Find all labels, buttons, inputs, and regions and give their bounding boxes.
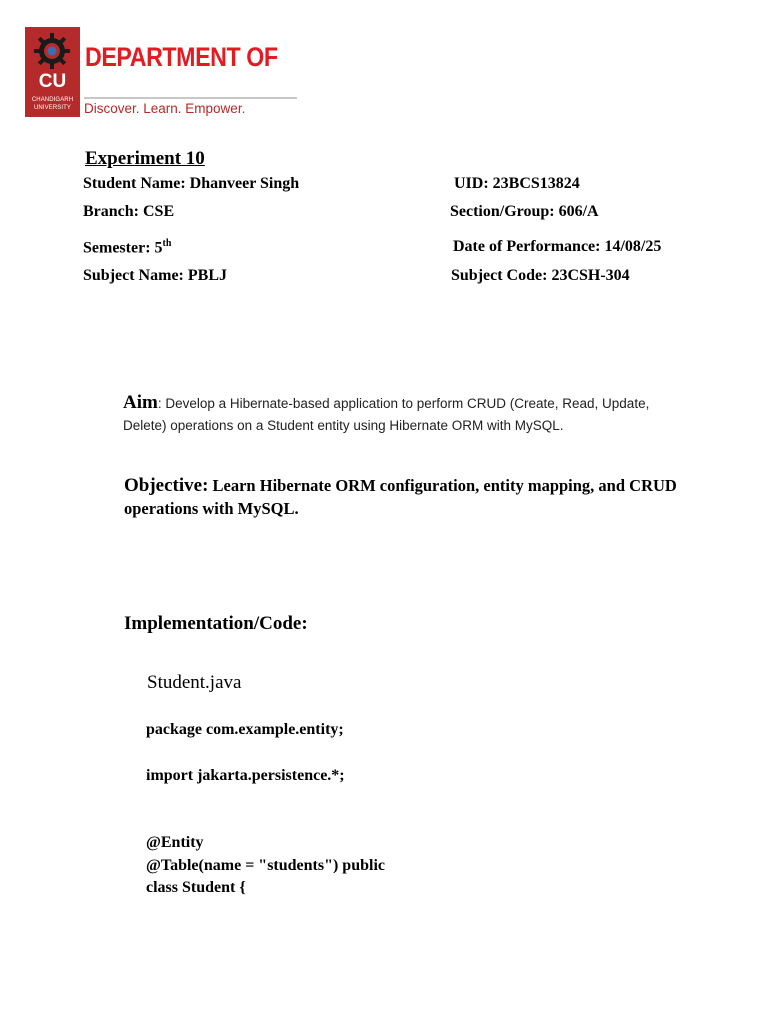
code-line: @Table(name = "students") public [146, 857, 385, 874]
semester-label: Semester: 5 [83, 239, 163, 257]
objective-text: Learn Hibernate ORM configuration, entity mapping, and CRUD operations with MySQL. [124, 476, 677, 518]
subject-code: Subject Code: 23CSH-304 [451, 267, 630, 284]
logo-cu-text: CU [38, 71, 67, 92]
aim-section [123, 392, 683, 437]
aim-heading: Aim [123, 392, 158, 413]
code-line: package com.example.entity; [146, 721, 344, 738]
university-logo [25, 27, 80, 117]
aim-text: : Develop a Hibernate-based application to perform CRUD (Create, Read, Update, Delete) operations on a Student entity using Hibernate ORM with MySQL. [123, 396, 650, 433]
code-line: @Entity [146, 834, 204, 851]
logo-university-text: CHANDIGARH UNIVERSITY [31, 97, 74, 111]
code-line: class Student { [146, 879, 246, 896]
objective-section [124, 474, 704, 520]
objective-heading: Objective: [124, 475, 209, 496]
header-divider [84, 97, 297, 99]
subject-name: Subject Name: PBLJ [83, 267, 227, 284]
semester-superscript: th [162, 238, 172, 249]
gear-emblem-icon [32, 31, 72, 71]
file-name: Student.java [147, 672, 242, 693]
experiment-title: Experiment 10 [85, 148, 205, 169]
student-name: Student Name: Dhanveer Singh [83, 175, 300, 192]
department-title: DEPARTMENT OF [85, 42, 278, 72]
branch: Branch: CSE [83, 203, 175, 220]
code-line: import jakarta.persistence.*; [146, 767, 345, 784]
tagline: Discover. Learn. Empower. [84, 101, 246, 116]
section-group: Section/Group: 606/A [450, 203, 599, 220]
student-uid: UID: 23BCS13824 [454, 175, 580, 192]
implementation-heading: Implementation/Code: [124, 613, 308, 634]
semester [83, 238, 171, 257]
date-of-performance: Date of Performance: 14/08/25 [453, 238, 662, 255]
